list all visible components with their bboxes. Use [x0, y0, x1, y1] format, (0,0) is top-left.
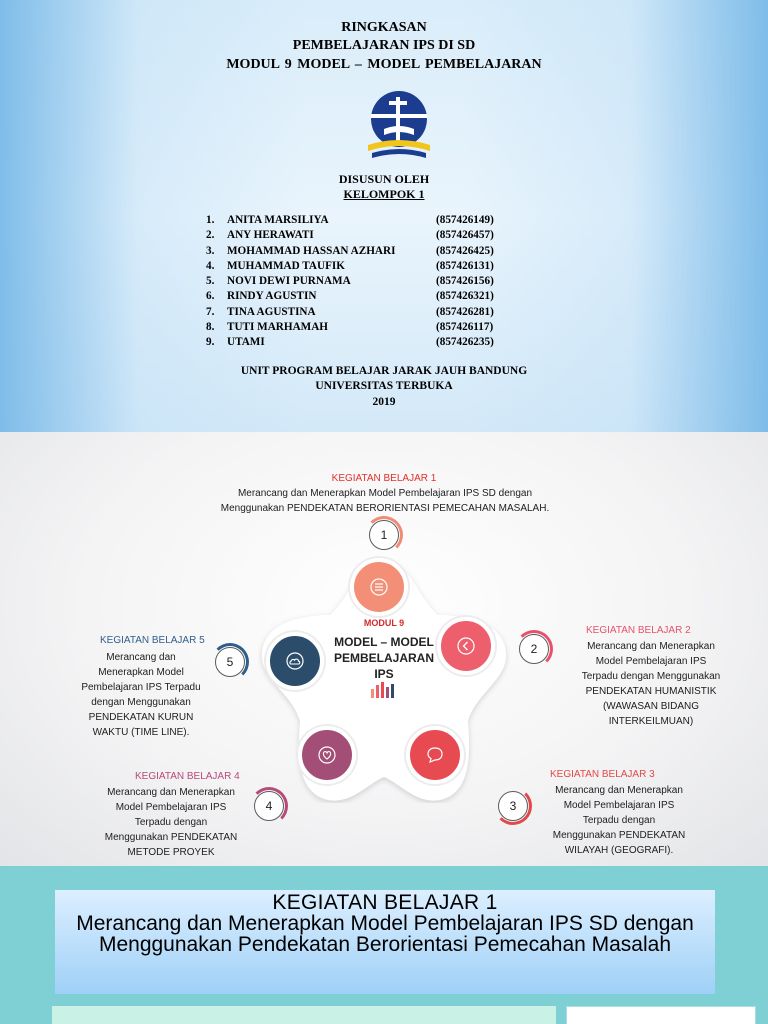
cover-title-line3: MODUL 9 MODEL – MODEL PEMBELAJARAN	[226, 57, 542, 72]
activity-3-number: 3	[498, 791, 528, 821]
activity-5-line: dengan Menggunakan	[91, 697, 191, 708]
member-number: 7.	[206, 305, 215, 318]
compiled-by-label: DISUSUN OLEH	[338, 172, 430, 186]
activity-2-line: Model Pembelajaran IPS	[595, 656, 707, 667]
activity-2-line: Terpadu dengan Menggunakan	[581, 671, 721, 682]
activity-5-line: WAKTU (TIME LINE).	[92, 727, 190, 738]
center-title-line2: PEMBELAJARAN	[333, 651, 434, 665]
activity-3-line: WILAYAH (GEOGRAFI).	[564, 845, 674, 856]
activity-3-line: Model Pembelajaran IPS	[563, 800, 675, 811]
member-name: RINDY AGUSTIN	[227, 290, 317, 303]
activity-4-line: Terpadu dengan	[134, 817, 208, 828]
activity-4-line: Menggunakan PENDEKATAN	[104, 832, 238, 843]
activity-1-number: 1	[369, 520, 399, 550]
member-id: (857426321)	[436, 290, 494, 303]
member-name: ANITA MARSILIYA	[227, 214, 329, 226]
unit-label: UNIT PROGRAM BELAJAR JARAK JAUH BANDUNG	[240, 365, 528, 377]
member-number: 4.	[206, 259, 215, 272]
activity-slide	[0, 866, 768, 1024]
activity-5-number: 5	[215, 647, 245, 677]
slide-content-panel	[52, 1006, 556, 1024]
activity-5-line: Merancang dan	[106, 652, 176, 663]
module-infographic	[0, 432, 768, 866]
member-row	[206, 214, 526, 229]
activity-3-title: KEGIATAN BELAJAR 3	[550, 769, 655, 780]
member-row	[206, 336, 526, 351]
activity-5-line: Menerapkan Model	[98, 667, 184, 678]
member-id: (857426281)	[436, 305, 494, 318]
member-name: ANY HERAWATI	[227, 229, 314, 242]
activity-2-number: 2	[519, 634, 549, 664]
slide-subtitle: Merancang dan Menerapkan Model Pembelajaran IPS SD dengan Menggunakan Pendekatan Berorientasi Pemecahan Masalah	[76, 912, 694, 956]
member-row	[206, 321, 526, 336]
activity-5-line: PENDEKATAN KURUN	[88, 712, 194, 723]
member-number: 8.	[206, 321, 215, 334]
activity-4-line: METODE PROYEK	[127, 847, 215, 858]
cover-title-line2: PEMBELAJARAN IPS DI SD	[292, 38, 476, 53]
member-id: (857426457)	[436, 229, 494, 242]
member-number: 1.	[206, 214, 215, 226]
member-number: 3.	[206, 244, 215, 257]
member-name: UTAMI	[227, 336, 265, 349]
activity-5-title: KEGIATAN BELAJAR 5	[100, 635, 205, 646]
member-row	[206, 260, 526, 275]
cover-title-line1: RINGKASAN	[341, 20, 427, 35]
member-name: NOVI DEWI PURNAMA	[227, 275, 351, 288]
heart-icon	[318, 746, 336, 764]
group-label: KELOMPOK 1	[343, 187, 425, 201]
member-id: (857426235)	[436, 336, 494, 349]
activity-4-description	[86, 785, 256, 860]
activity-1-description	[170, 486, 600, 516]
member-row	[206, 245, 526, 260]
petal-bottom-right	[406, 726, 464, 784]
speech-bubble-icon	[426, 746, 444, 764]
center-title-line1: MODEL – MODEL	[334, 635, 434, 649]
year-label: 2019	[372, 396, 396, 408]
activity-4-line: Merancang dan Menerapkan	[107, 787, 235, 798]
university-label: UNIVERSITAS TERBUKA	[315, 380, 453, 392]
activity-1-title: KEGIATAN BELAJAR 1	[331, 473, 437, 484]
slide-side-panel	[566, 1006, 756, 1024]
center-title-line3: IPS	[374, 667, 394, 681]
center-module-label: MODUL 9	[363, 618, 405, 628]
member-number: 6.	[206, 290, 215, 303]
member-name: MOHAMMAD HASSAN AZHARI	[227, 244, 396, 257]
slide-title-box	[55, 890, 715, 994]
activity-3-line: Menggunakan PENDEKATAN	[552, 830, 686, 841]
member-list	[206, 214, 526, 352]
activity-2-line: (WAWASAN BIDANG	[602, 701, 700, 712]
activity-2-line: Merancang dan Menerapkan	[587, 641, 715, 652]
activity-3-description	[534, 783, 704, 858]
universitas-terbuka-logo	[364, 89, 434, 163]
activity-5-line: Pembelajaran IPS Terpadu	[81, 682, 201, 693]
member-id: (857426156)	[436, 275, 494, 288]
activity-4-title: KEGIATAN BELAJAR 4	[135, 771, 240, 782]
member-number: 5.	[206, 275, 215, 288]
member-row	[206, 306, 526, 321]
member-name: MUHAMMAD TAUFIK	[227, 259, 345, 272]
activity-4-number: 4	[254, 791, 284, 821]
bar-chart-icon	[370, 680, 398, 698]
member-row	[206, 275, 526, 290]
member-id: (857426149)	[436, 214, 494, 226]
activity-2-title: KEGIATAN BELAJAR 2	[586, 625, 691, 636]
member-id: (857426131)	[436, 259, 494, 272]
activity-3-line: Terpadu dengan	[582, 815, 656, 826]
menu-lines-icon	[370, 578, 388, 596]
activity-3-line: Merancang dan Menerapkan	[555, 785, 683, 796]
member-id: (857426425)	[436, 244, 494, 257]
member-name: TINA AGUSTINA	[227, 305, 316, 318]
petal-bottom-left	[298, 726, 356, 784]
member-number: 9.	[206, 336, 215, 349]
activity-1-line: Menggunakan PENDEKATAN BERORIENTASI PEMECAHAN MASALAH.	[220, 503, 550, 514]
cover-page	[0, 0, 768, 432]
member-row	[206, 290, 526, 305]
activity-1-line: Merancang dan Menerapkan Model Pembelajaran IPS SD dengan	[237, 488, 533, 499]
petal-top	[350, 558, 408, 616]
activity-2-line: PENDEKATAN HUMANISTIK	[585, 686, 717, 697]
slide-title: KEGIATAN BELAJAR 1	[272, 891, 498, 914]
member-id: (857426117)	[436, 321, 494, 334]
member-number: 2.	[206, 229, 215, 242]
activity-2-line: INTERKEILMUAN)	[608, 716, 694, 727]
member-name: TUTI MARHAMAH	[227, 321, 328, 334]
activity-4-line: Model Pembelajaran IPS	[115, 802, 227, 813]
member-row	[206, 229, 526, 244]
